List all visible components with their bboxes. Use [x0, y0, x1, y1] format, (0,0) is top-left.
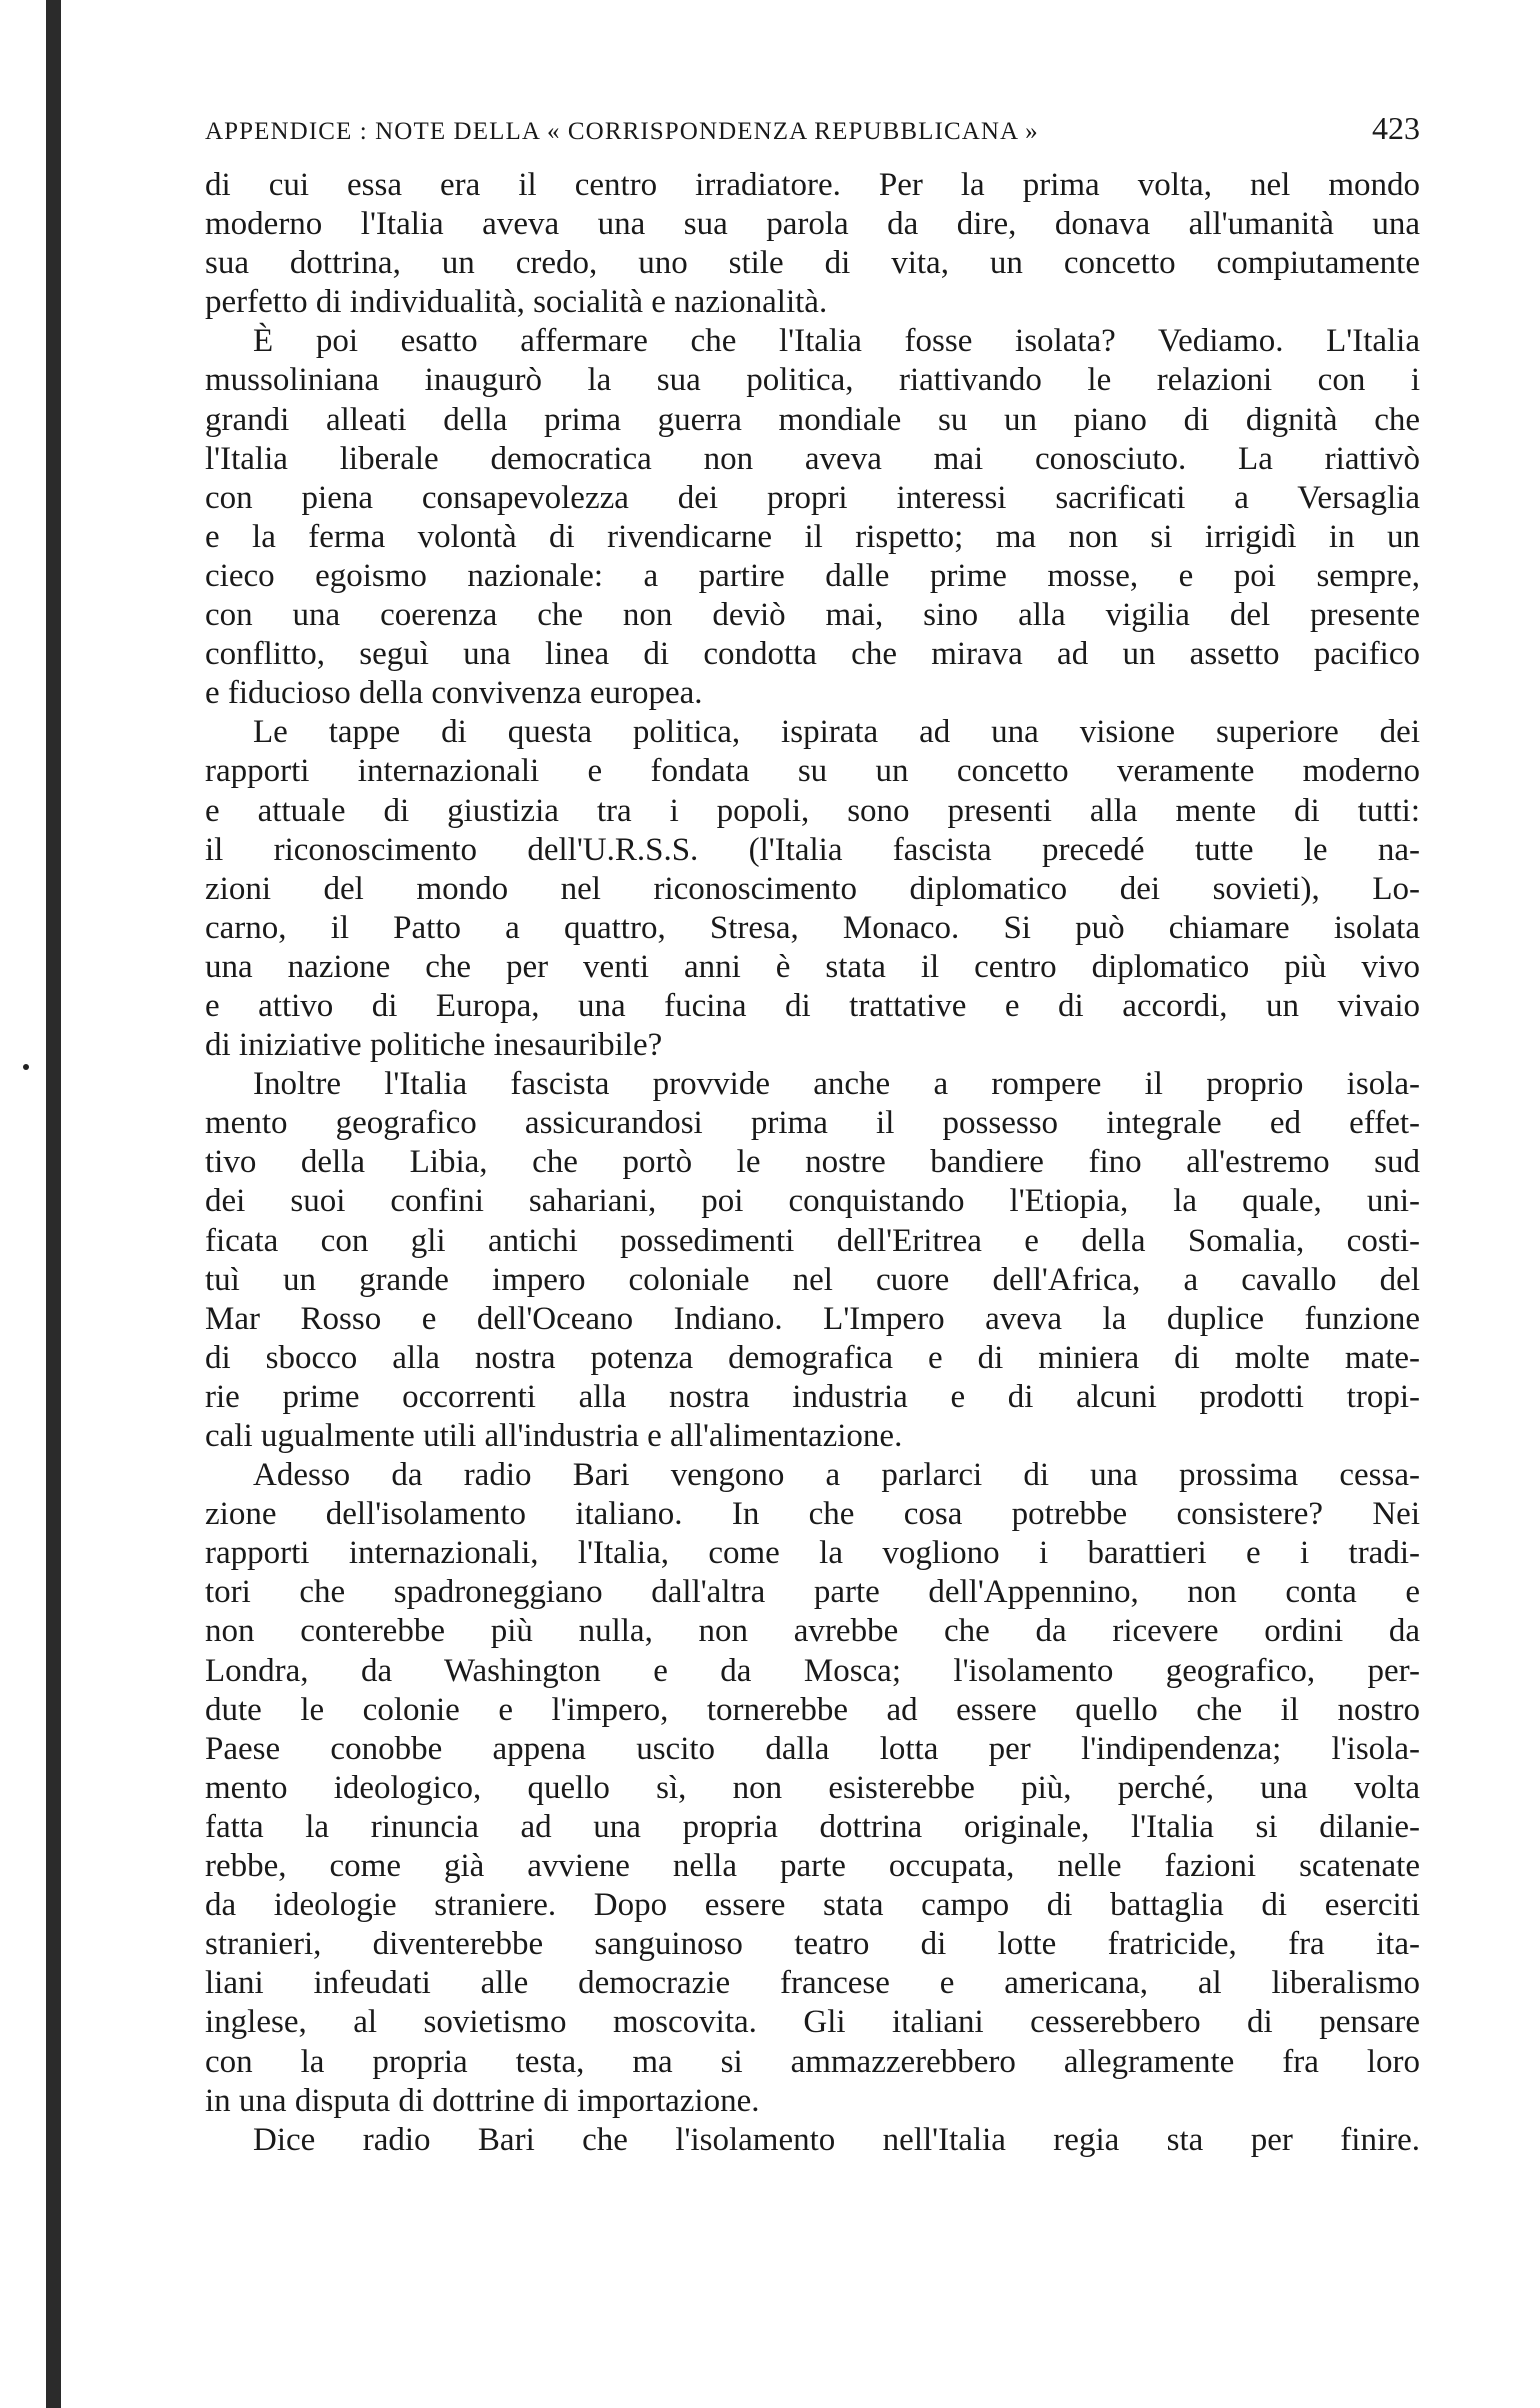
- text-line: zione dell'isolamento italiano. In che cosa potrebbe consistere? Nei: [205, 1496, 1420, 1533]
- text-line: Adesso da radio Bari vengono a parlarci di una prossima cessa-: [253, 1457, 1420, 1494]
- text-line: Le tappe di questa politica, ispirata ad una visione superiore dei: [253, 714, 1420, 751]
- text-line: e attivo di Europa, una fucina di trattative e di accordi, un vivaio: [205, 987, 1420, 1024]
- text-line: tivo della Libia, che portò le nostre bandiere fino all'estremo sud: [205, 1144, 1420, 1181]
- text-line: tori che spadroneggiano dall'altra parte dell'Appennino, non conta e: [205, 1574, 1420, 1611]
- text-line: Paese conobbe appena uscito dalla lotta per l'indipendenza; l'isola-: [205, 1730, 1420, 1767]
- page-number: 423: [1372, 110, 1420, 146]
- text-line: rie prime occorrenti alla nostra industria e di alcuni prodotti tropi-: [205, 1378, 1420, 1415]
- text-line: zioni del mondo nel riconoscimento diplomatico dei sovieti), Lo-: [205, 870, 1420, 907]
- margin-dot: [23, 1064, 29, 1070]
- text-line: con la propria testa, ma si ammazzerebbero allegramente fra loro: [205, 2043, 1420, 2080]
- text-line: È poi esatto affermare che l'Italia fosse isolata? Vediamo. L'Italia: [253, 323, 1420, 360]
- text-line: stranieri, diventerebbe sanguinoso teatro di lotte fratricide, fra ita-: [205, 1926, 1420, 1963]
- text-line: mento geografico assicurandosi prima il possesso integrale ed effet-: [205, 1105, 1420, 1142]
- text-line: di cui essa era il centro irradiatore. Per la prima volta, nel mondo: [205, 167, 1420, 203]
- text-line: ficata con gli antichi possedimenti dell'Eritrea e della Somalia, costi-: [205, 1222, 1420, 1259]
- text-line: e fiducioso della convivenza europea.: [205, 675, 703, 712]
- text-line: con piena consapevolezza dei propri interessi sacrificati a Versaglia: [205, 479, 1420, 516]
- text-line: liani infeudati alle democrazie francese e americana, al liberalismo: [205, 1965, 1420, 2002]
- text-line: cieco egoismo nazionale: a partire dalle prime mosse, e poi sempre,: [205, 557, 1420, 594]
- text-line: da ideologie straniere. Dopo essere stata campo di battaglia di eserciti: [205, 1887, 1420, 1924]
- text-line: rebbe, come già avviene nella parte occupata, nelle fazioni scatenate: [205, 1848, 1420, 1885]
- text-line: grandi alleati della prima guerra mondiale su un piano di dignità che: [205, 401, 1420, 438]
- text-line: rapporti internazionali e fondata su un concetto veramente moderno: [205, 753, 1420, 790]
- text-line: Dice radio Bari che l'isolamento nell'Italia regia sta per finire.: [253, 2121, 1420, 2158]
- text-line: con una coerenza che non deviò mai, sino alla vigilia del presente: [205, 597, 1420, 634]
- text-line: carno, il Patto a quattro, Stresa, Monaco. Si può chiamare isolata: [205, 909, 1420, 946]
- text-line: il riconoscimento dell'U.R.S.S. (l'Italia fascista precedé tutte le na-: [205, 831, 1420, 868]
- text-line: perfetto di individualità, socialità e nazionalità.: [205, 284, 828, 321]
- text-line: dute le colonie e l'impero, tornerebbe ad essere quello che il nostro: [205, 1691, 1420, 1728]
- text-line: di sbocco alla nostra potenza demografica e di miniera di molte mate-: [205, 1339, 1420, 1376]
- text-line: tuì un grande impero coloniale nel cuore dell'Africa, a cavallo del: [205, 1261, 1420, 1298]
- running-head-title: APPENDICE : NOTE DELLA « CORRISPONDENZA REPUBBLICANA »: [205, 118, 1039, 145]
- text-line: Inoltre l'Italia fascista provvide anche a rompere il proprio isola-: [253, 1066, 1420, 1103]
- text-line: rapporti internazionali, l'Italia, come la vogliono i barattieri e i tradi-: [205, 1535, 1420, 1572]
- text-line: conflitto, seguì una linea di condotta che mirava ad un assetto pacifico: [205, 636, 1420, 673]
- text-line: di iniziative politiche inesauribile?: [205, 1027, 663, 1064]
- text-line: cali ugualmente utili all'industria e all'alimentazione.: [205, 1418, 903, 1454]
- text-line: fatta la rinuncia ad una propria dottrina originale, l'Italia si dilanie-: [205, 1808, 1420, 1845]
- body-text: [205, 166, 1420, 2160]
- text-line: e attuale di giustizia tra i popoli, sono presenti alla mente di tutti:: [205, 792, 1420, 829]
- text-line: dei suoi confini sahariani, poi conquistando l'Etiopia, la quale, uni-: [205, 1183, 1420, 1220]
- text-line: inglese, al sovietismo moscovita. Gli italiani cesserebbero di pensare: [205, 2004, 1420, 2041]
- book-page: [205, 98, 1420, 2160]
- text-line: non conterebbe più nulla, non avrebbe che da ricevere ordini da: [205, 1613, 1420, 1650]
- text-line: l'Italia liberale democratica non aveva mai conosciuto. La riattivò: [205, 440, 1420, 477]
- text-line: Mar Rosso e dell'Oceano Indiano. L'Impero aveva la duplice funzione: [205, 1300, 1420, 1337]
- text-line: in una disputa di dottrine di importazione.: [205, 2082, 760, 2119]
- binding-edge: [46, 0, 61, 2408]
- text-line: e la ferma volontà di rivendicarne il rispetto; ma non si irrigidì in un: [205, 518, 1420, 555]
- text-line: Londra, da Washington e da Mosca; l'isolamento geografico, per-: [205, 1652, 1420, 1689]
- text-line: mento ideologico, quello sì, non esisterebbe più, perché, una volta: [205, 1769, 1420, 1806]
- text-line: moderno l'Italia aveva una sua parola da dire, donava all'umanità una: [205, 206, 1420, 243]
- text-line: una nazione che per venti anni è stata il centro diplomatico più vivo: [205, 948, 1420, 985]
- running-head: [205, 98, 1420, 158]
- text-line: sua dottrina, un credo, uno stile di vita, un concetto compiutamente: [205, 245, 1420, 282]
- text-line: mussoliniana inaugurò la sua politica, riattivando le relazioni con i: [205, 362, 1420, 399]
